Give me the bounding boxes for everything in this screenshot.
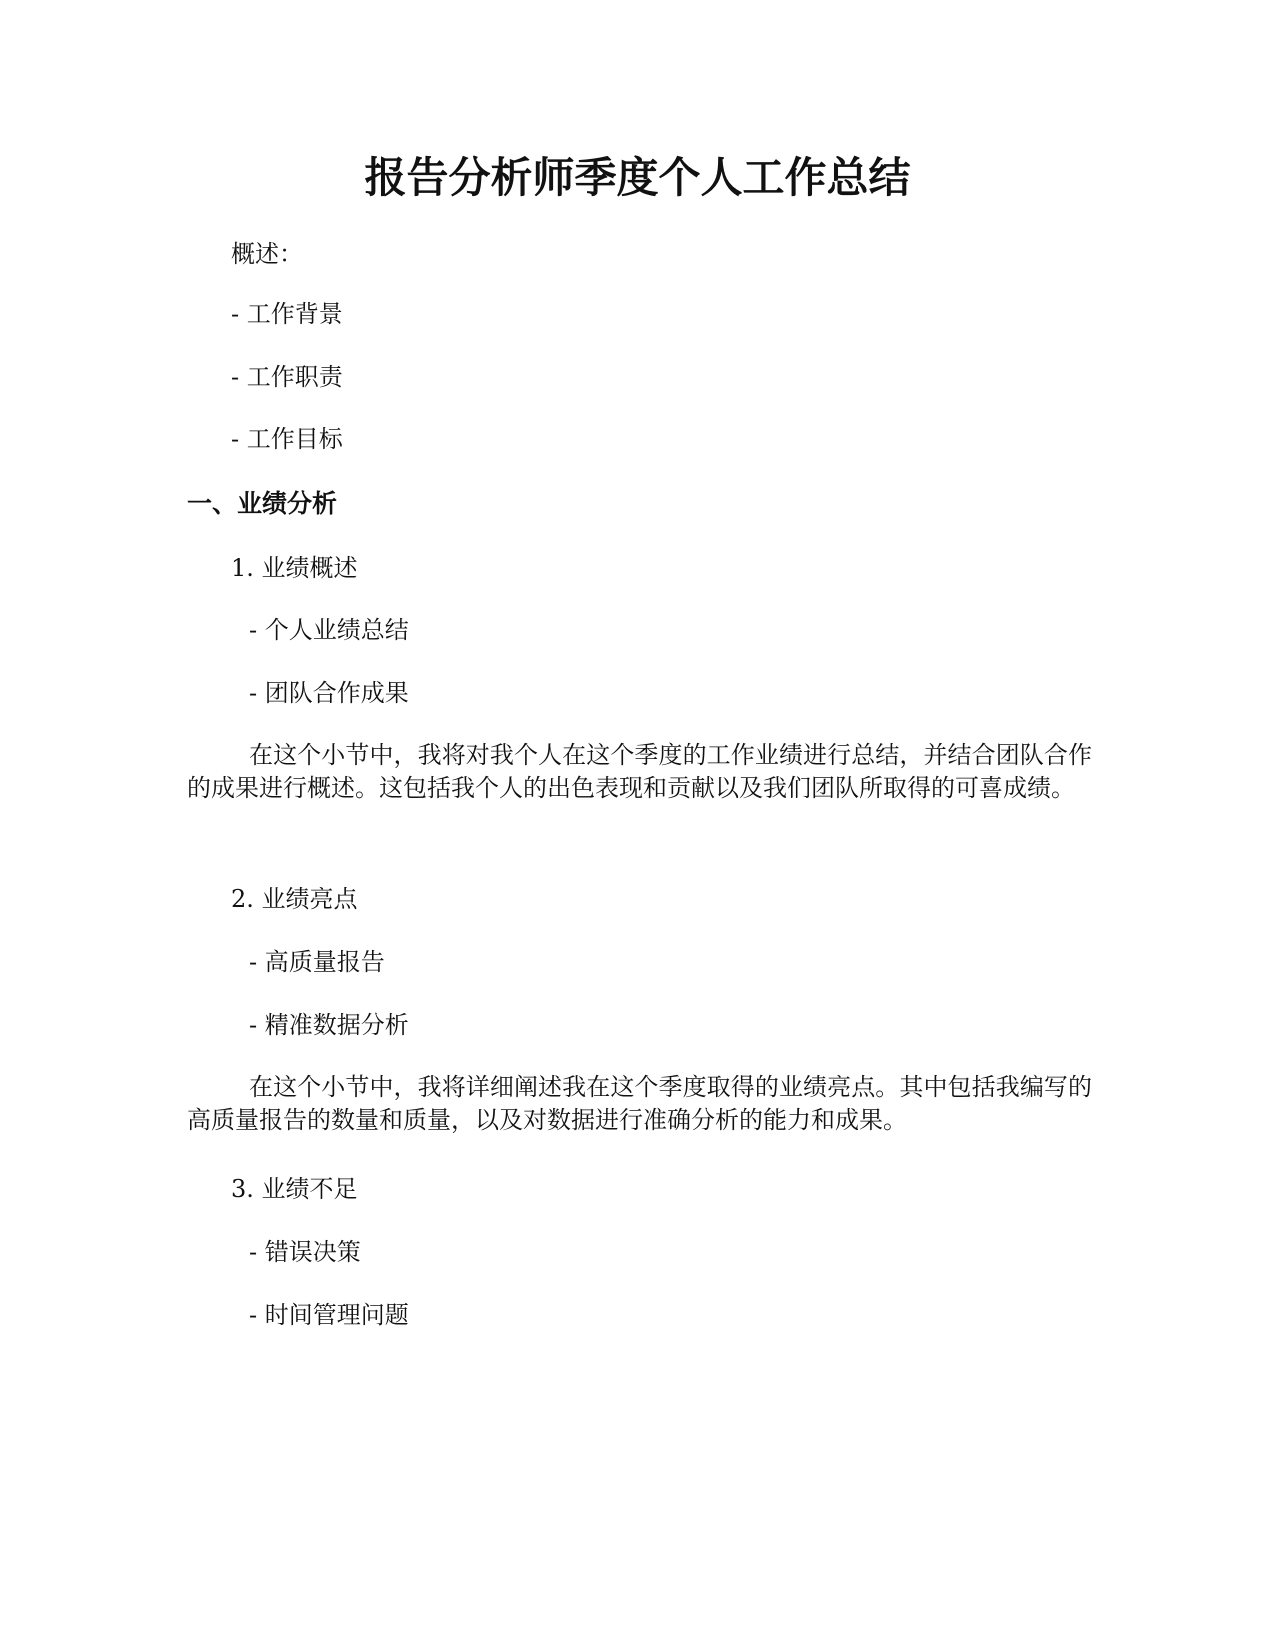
overview-label: 概述：	[231, 240, 303, 268]
list-item: - 时间管理问题	[249, 1301, 409, 1329]
list-item: - 精准数据分析	[249, 1011, 409, 1039]
list-item: - 团队合作成果	[249, 679, 409, 707]
list-item: - 高质量报告	[249, 948, 385, 976]
body-paragraph: 在这个小节中，我将详细阐述我在这个季度取得的业绩亮点。其中包括我编写的高质量报告的数量和质量，以及对数据进行准确分析的能力和成果。	[187, 1073, 1092, 1134]
subsection-label: 1. 业绩概述	[231, 554, 358, 582]
subsection-label: 2. 业绩亮点	[231, 885, 358, 913]
list-item: - 个人业绩总结	[249, 616, 409, 644]
subsection-label: 3. 业绩不足	[231, 1175, 358, 1203]
body-paragraph: 在这个小节中，我将对我个人在这个季度的工作业绩进行总结，并结合团队合作的成果进行概述。这包括我个人的出色表现和贡献以及我们团队所取得的可喜成绩。	[187, 741, 1092, 802]
overview-item: - 工作背景	[231, 300, 343, 328]
document-title: 报告分析师季度个人工作总结	[364, 153, 911, 202]
overview-item: - 工作职责	[231, 363, 343, 391]
section-heading: 一、业绩分析	[187, 489, 338, 518]
list-item: - 错误决策	[249, 1238, 361, 1266]
overview-item: - 工作目标	[231, 425, 343, 453]
